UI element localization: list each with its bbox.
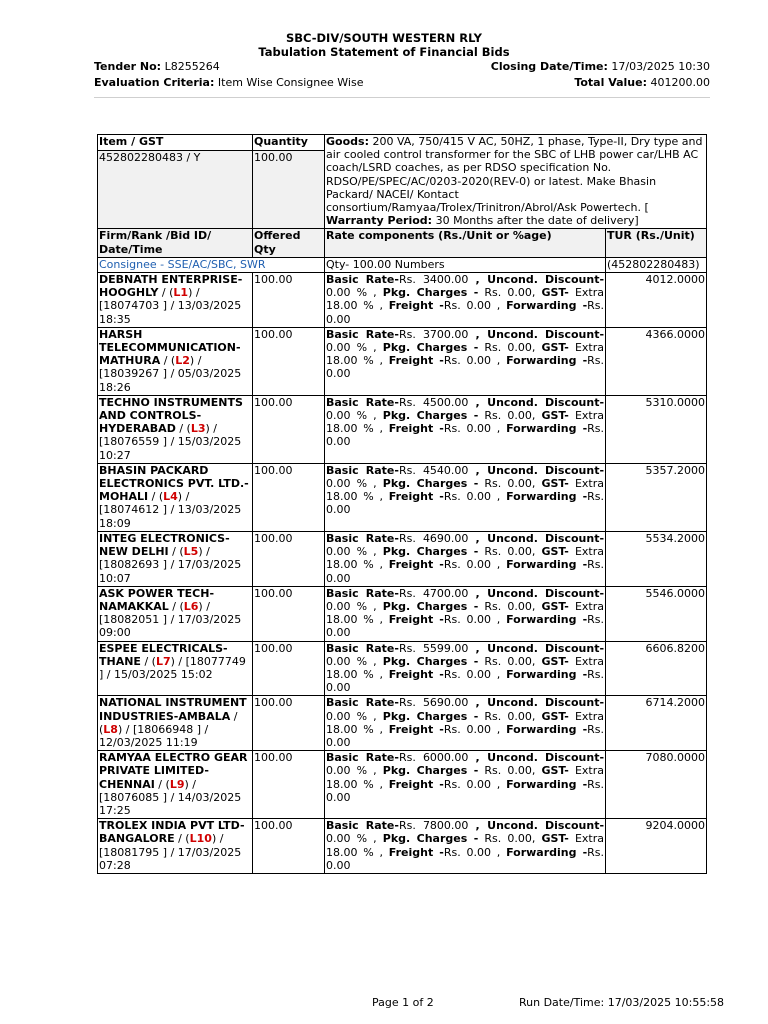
gst-value: Extra 18.00 % bbox=[326, 286, 605, 313]
consignee-label: Consignee - SSE/AC/SBC, SWR bbox=[98, 257, 325, 272]
rs-label: Rs. bbox=[398, 586, 416, 600]
discount-value: 0.00 % bbox=[326, 764, 368, 778]
bid-id: 18039267 bbox=[103, 367, 160, 381]
bid-row bbox=[98, 641, 707, 696]
offered-qty: 100.00 bbox=[253, 327, 325, 395]
rate-components bbox=[325, 819, 606, 874]
item-header-row bbox=[98, 135, 707, 151]
rate-label: Rate- bbox=[365, 273, 399, 287]
pkg-value: Rs. 0.00, bbox=[484, 286, 536, 300]
total-value bbox=[574, 76, 710, 89]
uncond-label: , Uncond. bbox=[475, 586, 538, 600]
total-label: Total Value: bbox=[574, 76, 647, 89]
forwarding-value: Rs. 0.00 bbox=[326, 722, 605, 749]
gst-value: Extra 18.00 % bbox=[326, 709, 605, 736]
separator: , bbox=[373, 341, 377, 355]
rank-badge: L8 bbox=[103, 722, 118, 736]
tur-value: 4366.0000 bbox=[606, 327, 707, 395]
rate-label: Rate- bbox=[365, 463, 399, 477]
pkg-label: Pkg. Charges - bbox=[382, 654, 479, 668]
freight-label: Freight - bbox=[388, 558, 444, 572]
bid-row bbox=[98, 819, 707, 874]
rs-label: Rs. bbox=[398, 327, 416, 341]
gst-value: Extra 18.00 % bbox=[326, 545, 605, 572]
firm-name: TROLEX INDIA PVT LTD-BANGALORE bbox=[99, 819, 245, 846]
basic-rate: 4700.00 bbox=[422, 586, 469, 600]
separator: , bbox=[373, 832, 377, 846]
forwarding-value: Rs. 0.00 bbox=[326, 299, 605, 326]
warranty-label: Warranty Period: bbox=[326, 214, 433, 228]
gst-label: GST- bbox=[541, 545, 569, 559]
separator: , bbox=[379, 354, 383, 368]
discount-label: Discount- bbox=[545, 463, 605, 477]
forwarding-value: Rs. 0.00 bbox=[326, 777, 605, 804]
rate-components bbox=[325, 463, 606, 531]
separator: , bbox=[379, 845, 383, 859]
basic-label: Basic bbox=[326, 273, 359, 287]
discount-value: 0.00 % bbox=[326, 409, 368, 423]
firm-cell: HARSH TELECOMMUNICATION-MATHURA / (L2) / [18039267 ] / 05/03/2025 18:26 bbox=[98, 327, 253, 395]
firm-name: INTEG ELECTRONICS-NEW DELHI bbox=[99, 531, 230, 559]
offered-qty: 100.00 bbox=[253, 531, 325, 586]
bid-row bbox=[98, 463, 707, 531]
pkg-value: Rs. 0.00, bbox=[484, 599, 536, 613]
freight-label: Freight - bbox=[388, 667, 444, 681]
bid-row bbox=[98, 586, 707, 641]
tur-value: 5357.2000 bbox=[606, 463, 707, 531]
separator: , bbox=[379, 613, 383, 627]
rate-label: Rate- bbox=[365, 586, 399, 600]
pkg-value: Rs. 0.00, bbox=[484, 545, 536, 559]
separator: , bbox=[379, 422, 383, 436]
discount-value: 0.00 % bbox=[326, 286, 368, 300]
consignee-item-code: (452802280483) bbox=[606, 257, 707, 272]
pkg-value: Rs. 0.00, bbox=[484, 709, 536, 723]
tur-value: 5310.0000 bbox=[606, 395, 707, 463]
freight-label: Freight - bbox=[388, 722, 444, 736]
freight-value: Rs. 0.00 , bbox=[443, 422, 501, 436]
tur-value: 9204.0000 bbox=[606, 819, 707, 874]
uncond-label: , Uncond. bbox=[475, 273, 538, 287]
offered-qty: 100.00 bbox=[253, 586, 325, 641]
gst-label: GST- bbox=[541, 409, 569, 423]
firm-name: NATIONAL INSTRUMENT INDUSTRIES-AMBALA bbox=[99, 696, 247, 723]
offered-qty-header: Offered Qty bbox=[253, 229, 325, 257]
basic-label: Basic bbox=[326, 641, 359, 655]
bid-row bbox=[98, 696, 707, 751]
firm-cell: ESPEE ELECTRICALS-THANE / (L7) / [18077749 ] / 15/03/2025 15:02 bbox=[98, 641, 253, 696]
freight-value: Rs. 0.00 , bbox=[443, 558, 501, 572]
discount-value: 0.00 % bbox=[326, 477, 368, 491]
separator: , bbox=[373, 764, 377, 778]
firm-cell: RAMYAA ELECTRO GEAR PRIVATE LIMITED-CHENNAI / (L9) / [18076085 ] / 14/03/2025 17:25 bbox=[98, 751, 253, 819]
basic-rate: 3700.00 bbox=[422, 327, 469, 341]
forwarding-label: Forwarding - bbox=[506, 354, 588, 368]
tender-value: L8255264 bbox=[164, 60, 220, 73]
rs-label: Rs. bbox=[398, 463, 416, 477]
separator: , bbox=[373, 286, 377, 300]
uncond-label: , Uncond. bbox=[475, 463, 538, 477]
warranty-text: 30 Months after the date of delivery] bbox=[435, 214, 639, 228]
tur-header: TUR (Rs./Unit) bbox=[606, 229, 707, 257]
run-value: 17/03/2025 10:55:58 bbox=[607, 996, 725, 1009]
firm-cell: TROLEX INDIA PVT LTD-BANGALORE / (L10) / [18081795 ] / 17/03/2025 07:28 bbox=[98, 819, 253, 874]
discount-value: 0.00 % bbox=[326, 832, 368, 846]
pkg-label: Pkg. Charges - bbox=[382, 545, 479, 559]
offered-qty: 100.00 bbox=[253, 696, 325, 751]
rs-label: Rs. bbox=[398, 641, 416, 655]
rate-label: Rate- bbox=[365, 327, 399, 341]
rate-components bbox=[325, 751, 606, 819]
bid-datetime: 17/03/2025 09:00 bbox=[99, 613, 242, 640]
rate-components bbox=[325, 395, 606, 463]
uncond-label: , Uncond. bbox=[475, 641, 538, 655]
rank-badge: L10 bbox=[189, 832, 212, 846]
tur-value: 7080.0000 bbox=[606, 751, 707, 819]
rate-label: Rate- bbox=[365, 751, 399, 765]
separator: , bbox=[373, 409, 377, 423]
firm-name: ESPEE ELECTRICALS-THANE bbox=[99, 641, 228, 668]
offered-qty: 100.00 bbox=[253, 819, 325, 874]
firm-cell: TECHNO INSTRUMENTS AND CONTROLS-HYDERABAD / (L3) / [18076559 ] / 15/03/2025 10:27 bbox=[98, 395, 253, 463]
separator: , bbox=[379, 722, 383, 736]
forwarding-label: Forwarding - bbox=[506, 613, 588, 627]
uncond-label: , Uncond. bbox=[475, 819, 538, 833]
item-gst-header: Item / GST bbox=[98, 135, 253, 151]
tender-number bbox=[94, 60, 220, 73]
discount-label: Discount- bbox=[545, 751, 605, 765]
closing-datetime bbox=[491, 60, 710, 73]
basic-label: Basic bbox=[326, 395, 359, 409]
firm-name: TECHNO INSTRUMENTS AND CONTROLS-HYDERABAD bbox=[99, 395, 243, 436]
bid-row bbox=[98, 531, 707, 586]
pkg-label: Pkg. Charges - bbox=[382, 764, 479, 778]
bid-row bbox=[98, 395, 707, 463]
pkg-label: Pkg. Charges - bbox=[382, 709, 479, 723]
bid-row bbox=[98, 273, 707, 328]
separator: , bbox=[379, 667, 383, 681]
closing-label: Closing Date/Time: bbox=[490, 60, 608, 73]
firm-name: DEBNATH ENTERPRISE-HOOGHLY bbox=[99, 273, 243, 300]
forwarding-value: Rs. 0.00 bbox=[326, 422, 605, 449]
freight-label: Freight - bbox=[388, 422, 444, 436]
basic-label: Basic bbox=[326, 586, 359, 600]
offered-qty: 100.00 bbox=[253, 273, 325, 328]
goods-description bbox=[325, 135, 707, 229]
separator: , bbox=[373, 477, 377, 491]
discount-label: Discount- bbox=[545, 696, 605, 710]
uncond-label: , Uncond. bbox=[475, 751, 538, 765]
bid-id: 18076559 bbox=[103, 435, 160, 449]
firm-name: RAMYAA ELECTRO GEAR PRIVATE LIMITED-CHENNAI bbox=[99, 751, 248, 791]
tur-value: 6714.2000 bbox=[606, 696, 707, 751]
total-amount: 401200.00 bbox=[650, 76, 710, 89]
pkg-label: Pkg. Charges - bbox=[382, 832, 479, 846]
rank-badge: L7 bbox=[155, 654, 171, 668]
bid-id: 18082051 bbox=[103, 613, 160, 627]
bid-datetime: 17/03/2025 07:28 bbox=[99, 845, 242, 872]
uncond-label: , Uncond. bbox=[475, 327, 538, 341]
gst-label: GST- bbox=[541, 286, 569, 300]
discount-value: 0.00 % bbox=[326, 599, 368, 613]
bid-datetime: 13/03/2025 18:35 bbox=[99, 299, 242, 326]
separator: , bbox=[379, 490, 383, 504]
header-divider bbox=[94, 97, 710, 98]
discount-label: Discount- bbox=[545, 819, 605, 833]
gst-label: GST- bbox=[541, 654, 569, 668]
basic-label: Basic bbox=[326, 751, 359, 765]
tur-value: 6606.8200 bbox=[606, 641, 707, 696]
freight-label: Freight - bbox=[388, 299, 444, 313]
forwarding-label: Forwarding - bbox=[506, 422, 588, 436]
offered-qty: 100.00 bbox=[253, 751, 325, 819]
separator: , bbox=[373, 599, 377, 613]
forwarding-label: Forwarding - bbox=[506, 299, 588, 313]
forwarding-label: Forwarding - bbox=[506, 777, 588, 791]
gst-label: GST- bbox=[541, 709, 569, 723]
forwarding-label: Forwarding - bbox=[506, 490, 588, 504]
forwarding-value: Rs. 0.00 bbox=[326, 558, 605, 585]
freight-value: Rs. 0.00 , bbox=[443, 490, 501, 504]
column-header-row bbox=[98, 229, 707, 257]
basic-label: Basic bbox=[326, 463, 359, 477]
tur-value: 5534.2000 bbox=[606, 531, 707, 586]
basic-label: Basic bbox=[326, 531, 359, 545]
pkg-value: Rs. 0.00, bbox=[484, 764, 536, 778]
bid-datetime: 05/03/2025 18:26 bbox=[99, 367, 242, 394]
bid-id: 18066948 bbox=[137, 722, 194, 736]
freight-label: Freight - bbox=[388, 613, 444, 627]
rate-label: Rate- bbox=[365, 696, 399, 710]
freight-label: Freight - bbox=[388, 354, 444, 368]
discount-label: Discount- bbox=[545, 531, 605, 545]
bid-datetime: 14/03/2025 17:25 bbox=[99, 790, 242, 817]
bid-row bbox=[98, 751, 707, 819]
discount-value: 0.00 % bbox=[326, 341, 368, 355]
rate-components bbox=[325, 531, 606, 586]
freight-value: Rs. 0.00 , bbox=[443, 354, 501, 368]
uncond-label: , Uncond. bbox=[475, 395, 538, 409]
rate-label: Rate- bbox=[365, 641, 399, 655]
basic-rate: 6000.00 bbox=[422, 751, 469, 765]
discount-label: Discount- bbox=[545, 327, 605, 341]
rank-badge: L6 bbox=[183, 599, 199, 613]
evaluation-criteria bbox=[94, 76, 363, 89]
bid-datetime: 15/03/2025 10:27 bbox=[99, 435, 242, 462]
quantity-header: Quantity bbox=[253, 135, 325, 151]
criteria-value: Item Wise Consignee Wise bbox=[217, 76, 364, 89]
tender-label: Tender No: bbox=[94, 60, 162, 73]
forwarding-value: Rs. 0.00 bbox=[326, 490, 605, 517]
forwarding-label: Forwarding - bbox=[506, 845, 588, 859]
closing-value: 17/03/2025 10:30 bbox=[611, 60, 710, 73]
freight-value: Rs. 0.00 , bbox=[443, 667, 501, 681]
bid-datetime: 12/03/2025 11:19 bbox=[99, 735, 198, 749]
rate-components-header: Rate components (Rs./Unit or %age) bbox=[325, 229, 606, 257]
firm-cell: NATIONAL INSTRUMENT INDUSTRIES-AMBALA / (L8) / [18066948 ] / 12/03/2025 11:19 bbox=[98, 696, 253, 751]
rank-badge: L3 bbox=[190, 422, 206, 436]
gst-label: GST- bbox=[541, 599, 569, 613]
rank-badge: L9 bbox=[169, 777, 185, 791]
pkg-label: Pkg. Charges - bbox=[382, 477, 479, 491]
pkg-label: Pkg. Charges - bbox=[382, 286, 479, 300]
gst-value: Extra 18.00 % bbox=[326, 599, 605, 627]
rs-label: Rs. bbox=[398, 531, 416, 545]
forwarding-value: Rs. 0.00 bbox=[326, 613, 605, 640]
pkg-label: Pkg. Charges - bbox=[382, 341, 479, 355]
gst-value: Extra 18.00 % bbox=[326, 832, 605, 859]
basic-rate: 5690.00 bbox=[422, 696, 469, 710]
freight-value: Rs. 0.00 , bbox=[443, 777, 501, 791]
gst-value: Extra 18.00 % bbox=[326, 764, 605, 791]
consignee-qty: Qty- 100.00 Numbers bbox=[325, 257, 606, 272]
pkg-label: Pkg. Charges - bbox=[382, 409, 479, 423]
rs-label: Rs. bbox=[398, 819, 416, 833]
forwarding-label: Forwarding - bbox=[506, 558, 588, 572]
bid-id: 18077749 bbox=[189, 654, 246, 668]
freight-label: Freight - bbox=[388, 777, 444, 791]
basic-label: Basic bbox=[326, 327, 359, 341]
firm-cell: BHASIN PACKARD ELECTRONICS PVT. LTD.-MOHALI / (L4) / [18074612 ] / 13/03/2025 18:09 bbox=[98, 463, 253, 531]
gst-value: Extra 18.00 % bbox=[326, 409, 605, 436]
bid-id: 18074612 bbox=[103, 503, 160, 517]
separator: , bbox=[373, 709, 377, 723]
offered-qty: 100.00 bbox=[253, 641, 325, 696]
basic-rate: 7800.00 bbox=[422, 819, 469, 833]
rate-label: Rate- bbox=[365, 819, 399, 833]
run-label: Run Date/Time: bbox=[519, 996, 605, 1009]
rate-components bbox=[325, 696, 606, 751]
rs-label: Rs. bbox=[398, 395, 416, 409]
pkg-value: Rs. 0.00, bbox=[484, 654, 536, 668]
pkg-value: Rs. 0.00, bbox=[484, 341, 536, 355]
rate-components bbox=[325, 586, 606, 641]
discount-label: Discount- bbox=[545, 641, 605, 655]
discount-label: Discount- bbox=[545, 395, 605, 409]
firm-cell: DEBNATH ENTERPRISE-HOOGHLY / (L1) / [18074703 ] / 13/03/2025 18:35 bbox=[98, 273, 253, 328]
discount-value: 0.00 % bbox=[326, 654, 368, 668]
forwarding-label: Forwarding - bbox=[506, 722, 588, 736]
bid-id: 18076085 bbox=[103, 790, 160, 804]
basic-label: Basic bbox=[326, 696, 359, 710]
firm-name: HARSH TELECOMMUNICATION-MATHURA bbox=[99, 327, 241, 368]
firm-name: BHASIN PACKARD ELECTRONICS PVT. LTD.-MOHALI bbox=[99, 463, 249, 504]
discount-value: 0.00 % bbox=[326, 709, 368, 723]
freight-label: Freight - bbox=[388, 490, 444, 504]
freight-value: Rs. 0.00 , bbox=[443, 299, 501, 313]
rate-label: Rate- bbox=[365, 531, 399, 545]
freight-value: Rs. 0.00 , bbox=[443, 613, 501, 627]
freight-value: Rs. 0.00 , bbox=[443, 845, 501, 859]
consignee-row bbox=[98, 257, 707, 272]
gst-label: GST- bbox=[541, 764, 569, 778]
bid-datetime: 17/03/2025 10:07 bbox=[99, 558, 242, 585]
uncond-label: , Uncond. bbox=[475, 531, 538, 545]
pkg-value: Rs. 0.00, bbox=[484, 832, 536, 846]
page-number: Page 1 of 2 bbox=[372, 996, 434, 1009]
gst-label: GST- bbox=[541, 341, 569, 355]
bids-table bbox=[97, 134, 707, 874]
goods-label: Goods: bbox=[326, 135, 369, 148]
forwarding-label: Forwarding - bbox=[506, 667, 588, 681]
tur-value: 5546.0000 bbox=[606, 586, 707, 641]
offered-qty: 100.00 bbox=[253, 463, 325, 531]
rank-badge: L2 bbox=[175, 354, 190, 368]
separator: , bbox=[379, 299, 383, 313]
report-title: Tabulation Statement of Financial Bids bbox=[258, 45, 510, 59]
separator: , bbox=[379, 558, 383, 572]
firm-column-header: Firm/Rank /Bid ID/ Date/Time bbox=[98, 229, 253, 257]
basic-rate: 4500.00 bbox=[422, 395, 469, 409]
tur-value: 4012.0000 bbox=[606, 273, 707, 328]
gst-label: GST- bbox=[541, 477, 569, 491]
gst-label: GST- bbox=[541, 832, 569, 846]
basic-rate: 4690.00 bbox=[422, 531, 469, 545]
goods-text: 200 VA, 750/415 V AC, 50HZ, 1 phase, Type-II, Dry type and air cooled control transformer for the SBC of LHB power car/LHB AC coach/LSRD coaches, as per RDSO specification No. RDSO/PE/SPEC/AC/0203-2020(REV-0) or latest. Make Bhasin Packard/ NACEI/ Kontact consortium/Ramyaa/Trolex/Trinitron/Abrol/Ask Powertech. [ bbox=[326, 135, 703, 215]
quantity-value: 100.00 bbox=[253, 151, 325, 229]
rate-components bbox=[325, 327, 606, 395]
rank-badge: L1 bbox=[173, 286, 189, 300]
rs-label: Rs. bbox=[398, 273, 416, 287]
separator: , bbox=[373, 654, 377, 668]
rs-label: Rs. bbox=[398, 751, 416, 765]
separator: , bbox=[373, 545, 377, 559]
forwarding-value: Rs. 0.00 bbox=[326, 667, 605, 695]
basic-rate: 5599.00 bbox=[422, 641, 469, 655]
firm-cell: INTEG ELECTRONICS-NEW DELHI / (L5) / [18082693 ] / 17/03/2025 10:07 bbox=[98, 531, 253, 586]
bid-row bbox=[98, 327, 707, 395]
firm-name: ASK POWER TECH-NAMAKKAL bbox=[99, 586, 215, 613]
bid-datetime: 13/03/2025 18:09 bbox=[99, 503, 242, 530]
criteria-label: Evaluation Criteria: bbox=[94, 76, 215, 89]
report-org: SBC-DIV/SOUTH WESTERN RLY bbox=[285, 31, 483, 45]
pkg-value: Rs. 0.00, bbox=[484, 409, 536, 423]
forwarding-value: Rs. 0.00 bbox=[326, 354, 605, 381]
offered-qty: 100.00 bbox=[253, 395, 325, 463]
basic-rate: 3400.00 bbox=[422, 273, 469, 287]
bid-id: 18082693 bbox=[103, 558, 160, 572]
item-gst-value: 452802280483 / Y bbox=[98, 151, 253, 229]
separator: , bbox=[379, 777, 383, 791]
run-datetime bbox=[519, 996, 724, 1009]
pkg-label: Pkg. Charges - bbox=[382, 599, 479, 613]
rs-label: Rs. bbox=[398, 696, 416, 710]
rate-label: Rate- bbox=[365, 395, 399, 409]
freight-value: Rs. 0.00 , bbox=[443, 722, 501, 736]
basic-rate: 4540.00 bbox=[422, 463, 469, 477]
gst-value: Extra 18.00 % bbox=[326, 654, 605, 681]
rank-badge: L5 bbox=[183, 545, 199, 559]
firm-cell: ASK POWER TECH-NAMAKKAL / (L6) / [18082051 ] / 17/03/2025 09:00 bbox=[98, 586, 253, 641]
bid-datetime: 15/03/2025 15:02 bbox=[114, 667, 213, 681]
forwarding-value: Rs. 0.00 bbox=[326, 845, 605, 872]
freight-label: Freight - bbox=[388, 845, 444, 859]
gst-value: Extra 18.00 % bbox=[326, 477, 605, 504]
pkg-value: Rs. 0.00, bbox=[484, 477, 536, 491]
discount-label: Discount- bbox=[545, 586, 605, 600]
discount-value: 0.00 % bbox=[326, 545, 368, 559]
gst-value: Extra 18.00 % bbox=[326, 341, 605, 368]
discount-label: Discount- bbox=[545, 273, 605, 287]
rate-components bbox=[325, 641, 606, 696]
bid-id: 18081795 bbox=[103, 845, 160, 859]
bid-id: 18074703 bbox=[103, 299, 160, 313]
rate-components bbox=[325, 273, 606, 328]
rank-badge: L4 bbox=[163, 490, 178, 504]
uncond-label: , Uncond. bbox=[475, 696, 538, 710]
basic-label: Basic bbox=[326, 819, 359, 833]
